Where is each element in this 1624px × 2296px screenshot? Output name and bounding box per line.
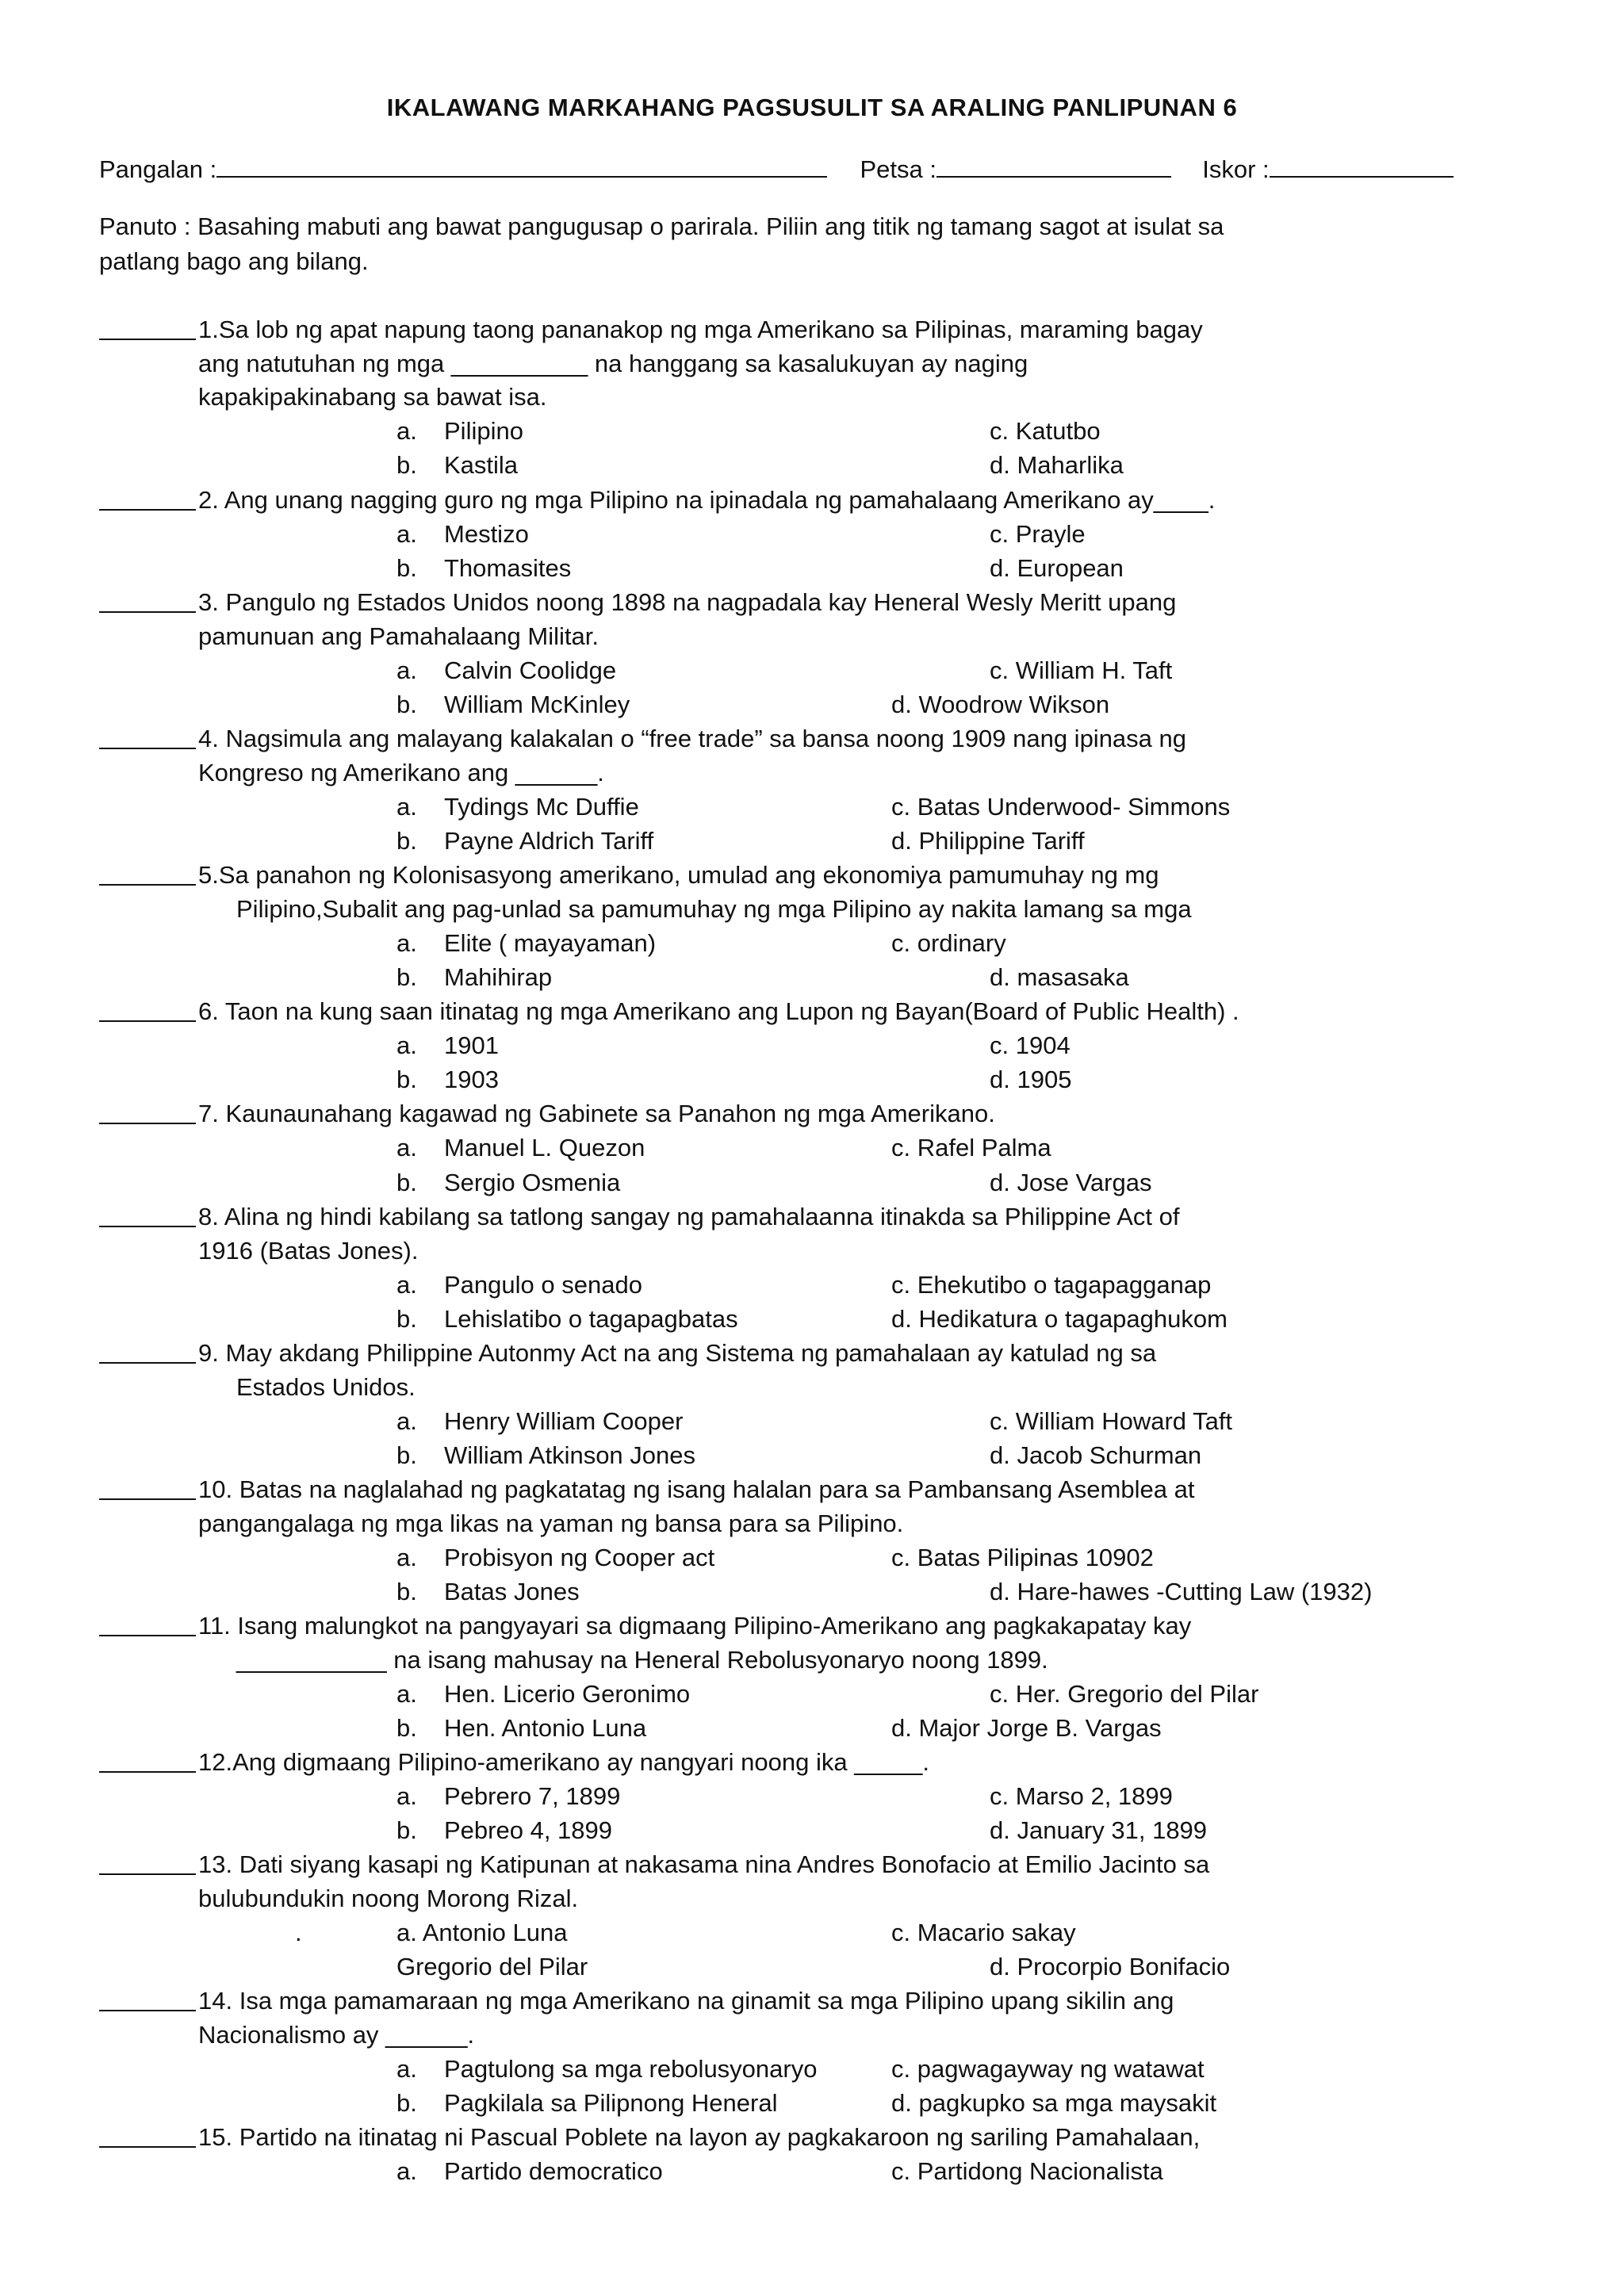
- option-b-text: 1903: [444, 1066, 499, 1093]
- question-text-line: 7. Kaunaunahang kagawad ng Gabinete sa Panahon ng mga Amerikano.: [198, 1100, 995, 1127]
- score-label: Iskor :: [1202, 155, 1270, 183]
- option-a-label: a.: [396, 2157, 417, 2185]
- question-text-line: 15. Partido na itinatag ni Pascual Poblete na layon ay pagkakaroon ng sariling Pamahalaan,: [198, 2123, 1201, 2151]
- option-b: [396, 2087, 777, 2120]
- option-a-label: a.: [396, 1031, 417, 1059]
- answer-blank[interactable]: [99, 587, 196, 613]
- instructions-line-2: patlang bago ang bilang.: [99, 247, 369, 275]
- name-label: Pangalan :: [99, 155, 217, 183]
- option-a-label: a.: [396, 1271, 417, 1299]
- answer-blank[interactable]: [99, 1850, 196, 1875]
- option-b-label: b.: [396, 1066, 417, 1093]
- question-text-line: 1.Sa lob ng apat napung taong pananakop ng mga Amerikano sa Pilipinas, maraming bagay: [198, 316, 1203, 343]
- answer-blank[interactable]: [99, 485, 196, 511]
- option-b-label: b.: [396, 1578, 417, 1605]
- option-b-text: William Atkinson Jones: [444, 1441, 696, 1469]
- question-text-line: pamunuan ang Pamahalaang Militar.: [198, 622, 599, 650]
- option-a: [396, 654, 616, 687]
- option-b-label: b.: [396, 691, 417, 718]
- option-c: c. Her. Gregorio del Pilar: [990, 1680, 1259, 1708]
- option-b-text: Lehislatibo o tagapagbatas: [444, 1305, 738, 1333]
- option-c: c. Batas Underwood- Simmons: [891, 793, 1231, 821]
- option-d: d. Hedikatura o tagapaghukom: [891, 1305, 1228, 1333]
- answer-blank[interactable]: [99, 1747, 196, 1773]
- option-b-text: Sergio Osmenia: [444, 1169, 621, 1196]
- option-b-text: Thomasites: [444, 554, 572, 582]
- option-d: d. Philippine Tariff: [891, 827, 1085, 855]
- option-c: c. 1904: [990, 1031, 1071, 1059]
- option-b-text: Pagkilala sa Pilipnong Heneral: [444, 2089, 778, 2117]
- option-b: [396, 1303, 738, 1336]
- option-b: [396, 1814, 612, 1847]
- option-b-label: b.: [396, 963, 417, 991]
- answer-blank[interactable]: [99, 1611, 196, 1636]
- option-d: d. Major Jorge B. Vargas: [891, 1714, 1162, 1742]
- name-field[interactable]: [216, 152, 827, 178]
- option-b: Gregorio del Pilar: [396, 1953, 588, 1980]
- option-b: [396, 1575, 580, 1609]
- option-a-text: Pagtulong sa mga rebolusyonaryo: [444, 2055, 818, 2083]
- question-text-line: 11. Isang malungkot na pangyayari sa digmaang Pilipino-Amerikano ang pagkakapatay kay: [198, 1612, 1192, 1640]
- option-c: c. ordinary: [891, 929, 1006, 957]
- question-text-line: 6. Taon na kung saan itinatag ng mga Amerikano ang Lupon ng Bayan(Board of Public Health) .: [198, 997, 1239, 1025]
- question-text-line: 3. Pangulo ng Estados Unidos noong 1898 na nagpadala kay Heneral Wesly Meritt upang: [198, 588, 1177, 616]
- option-a-text: Pangulo o senado: [444, 1271, 642, 1299]
- option-b: [396, 688, 630, 721]
- option-b-label: b.: [396, 2089, 417, 2117]
- answer-blank[interactable]: [99, 997, 196, 1022]
- option-d: d. 1905: [990, 1066, 1072, 1093]
- instructions-line-1: Panuto : Basahing mabuti ang bawat pangugusap o parirala. Piliin ang titik ng tamang sagot at isulat sa: [99, 212, 1224, 240]
- option-d: d. Maharlika: [990, 451, 1124, 479]
- question-text-line: 14. Isa mga pamamaraan ng mga Amerikano na ginamit sa mga Pilipino upang sikilin ang: [198, 1987, 1174, 2015]
- exam-title: IKALAWANG MARKAHANG PAGSUSULIT SA ARALING PANLIPUNAN 6: [386, 94, 1238, 121]
- option-d: d. Procorpio Bonifacio: [990, 1953, 1231, 1980]
- option-c: c. Ehekutibo o tagapagganap: [891, 1271, 1212, 1299]
- option-a: [396, 518, 529, 551]
- option-a-label: a.: [396, 1407, 417, 1435]
- option-d: d. Woodrow Wikson: [891, 691, 1110, 718]
- question-text-line: 8. Alina ng hindi kabilang sa tatlong sangay ng pamahalaanna itinakda sa Philippine Act of: [198, 1203, 1180, 1230]
- option-b-text: William McKinley: [444, 691, 630, 718]
- option-a-label: a.: [396, 520, 417, 548]
- option-a-text: Elite ( mayayaman): [444, 929, 657, 957]
- option-a-text: Pebrero 7, 1899: [444, 1782, 621, 1810]
- question-text-line: 10. Batas na naglalahad ng pagkatatag ng isang halalan para sa Pambansang Asemblea at: [198, 1475, 1195, 1503]
- question-text-line: 9. May akdang Philippine Autonmy Act na ang Sistema ng pamahalaan ay katulad ng sa: [198, 1339, 1157, 1367]
- option-a-label: a.: [396, 1134, 417, 1161]
- option-b: [396, 1166, 620, 1200]
- question-text-line: pangangalaga ng mga likas na yaman ng bansa para sa Pilipino.: [198, 1510, 904, 1537]
- answer-blank[interactable]: [99, 1986, 196, 2011]
- option-b-text: Hen. Antonio Luna: [444, 1714, 647, 1742]
- option-c: c. Partidong Nacionalista: [891, 2157, 1163, 2185]
- answer-blank[interactable]: [99, 315, 196, 340]
- option-a-label: a.: [396, 929, 417, 957]
- option-a-label: a.: [396, 2055, 417, 2083]
- question-text-line: Nacionalismo ay ______.: [198, 2021, 475, 2049]
- option-a: [396, 415, 523, 448]
- option-c: c. Batas Pilipinas 10902: [891, 1544, 1154, 1571]
- option-a-text: Manuel L. Quezon: [444, 1134, 645, 1161]
- answer-blank[interactable]: [99, 724, 196, 749]
- option-c: c. Prayle: [990, 520, 1086, 548]
- option-a-label: a.: [396, 417, 417, 445]
- question-text-line: 13. Dati siyang kasapi ng Katipunan at nakasama nina Andres Bonofacio at Emilio Jacinto sa: [198, 1850, 1210, 1878]
- option-a-text: Hen. Licerio Geronimo: [444, 1680, 691, 1708]
- option-b: [396, 1712, 646, 1745]
- option-c: c. Marso 2, 1899: [990, 1782, 1173, 1810]
- option-b-text: Batas Jones: [444, 1578, 580, 1605]
- question-text-line: Kongreso ng Amerikano ang ______.: [198, 759, 604, 786]
- option-b-label: b.: [396, 1305, 417, 1333]
- score-field[interactable]: [1270, 152, 1454, 178]
- option-c: c. William Howard Taft: [990, 1407, 1233, 1435]
- option-a-text: Mestizo: [444, 520, 529, 548]
- question-text-line: kapakipakinabang sa bawat isa.: [198, 383, 547, 411]
- option-d: d. pagkupko sa mga maysakit: [891, 2089, 1217, 2117]
- option-a: [396, 790, 639, 824]
- question-text-line: bulubundukin noong Morong Rizal.: [198, 1885, 579, 1912]
- question-text-line: 1916 (Batas Jones).: [198, 1237, 419, 1265]
- question-text-line: ___________ na isang mahusay na Heneral Rebolusyonaryo noong 1899.: [236, 1646, 1048, 1674]
- option-marker: .: [295, 1919, 302, 1946]
- option-a: [396, 1131, 645, 1165]
- option-a: [396, 1780, 620, 1813]
- option-a-label: a.: [396, 1782, 417, 1810]
- option-b-text: Payne Aldrich Tariff: [444, 827, 654, 855]
- option-a-text: 1901: [444, 1031, 499, 1059]
- option-a-text: Tydings Mc Duffie: [444, 793, 639, 821]
- question-text-line: 2. Ang unang nagging guro ng mga Pilipino na ipinadala ng pamahalaang Amerikano ay____.: [198, 486, 1216, 514]
- option-d: d. European: [990, 554, 1124, 582]
- option-d: d. masasaka: [990, 963, 1129, 991]
- option-a-text: Henry William Cooper: [444, 1407, 684, 1435]
- option-b: [396, 825, 653, 858]
- answer-blank[interactable]: [99, 2122, 196, 2148]
- option-a: [396, 927, 656, 960]
- option-a: [396, 1029, 499, 1062]
- answer-blank[interactable]: [99, 1475, 196, 1500]
- option-a-label: a.: [396, 793, 417, 821]
- option-b: [396, 449, 518, 482]
- answer-blank[interactable]: [99, 1202, 196, 1227]
- answer-blank[interactable]: [99, 1099, 196, 1124]
- option-b: [396, 1063, 499, 1096]
- option-c: c. Katutbo: [990, 417, 1101, 445]
- option-c: c. William H. Taft: [990, 656, 1173, 684]
- option-a: [396, 2053, 817, 2086]
- question-text-line: Pilipino,Subalit ang pag-unlad sa pamumuhay ng mga Pilipino ay nakita lamang sa mga: [236, 895, 1192, 923]
- option-b-label: b.: [396, 1816, 417, 1844]
- question-text-line: 12.Ang digmaang Pilipino-amerikano ay nangyari noong ika _____.: [198, 1748, 930, 1776]
- option-a-label: a.: [396, 1544, 417, 1571]
- answer-blank[interactable]: [99, 860, 196, 886]
- option-d: d. January 31, 1899: [990, 1816, 1208, 1844]
- option-a: [396, 1678, 690, 1711]
- option-a-text: Pilipino: [444, 417, 523, 445]
- option-a-label: a.: [396, 1680, 417, 1708]
- date-label: Petsa :: [860, 155, 936, 183]
- option-b-label: b.: [396, 554, 417, 582]
- header-line: [99, 152, 1454, 186]
- option-b-label: b.: [396, 1169, 417, 1196]
- option-c: c. Macario sakay: [891, 1919, 1076, 1946]
- option-b-label: b.: [396, 1714, 417, 1742]
- option-a-text: Partido democratico: [444, 2157, 663, 2185]
- option-b: [396, 961, 552, 994]
- option-a: a. Antonio Luna: [396, 1919, 568, 1946]
- option-b: [396, 1439, 695, 1472]
- question-text-line: 5.Sa panahon ng Kolonisasyong amerikano, umulad ang ekonomiya pamumuhay ng mg: [198, 861, 1159, 889]
- option-c: c. Rafel Palma: [891, 1134, 1051, 1161]
- option-d: d. Jose Vargas: [990, 1169, 1152, 1196]
- option-a: [396, 1405, 683, 1438]
- question-text-line: ang natutuhan ng mga __________ na hanggang sa kasalukuyan ay naging: [198, 350, 1028, 377]
- option-a: [396, 1541, 714, 1575]
- option-a-text: Probisyon ng Cooper act: [444, 1544, 715, 1571]
- option-b-label: b.: [396, 1441, 417, 1469]
- option-a: [396, 1269, 642, 1302]
- option-a: [396, 2155, 663, 2188]
- option-a-label: a.: [396, 656, 417, 684]
- option-b: [396, 552, 571, 585]
- question-text-line: Estados Unidos.: [236, 1373, 416, 1401]
- option-a-text: Calvin Coolidge: [444, 656, 617, 684]
- option-b-label: b.: [396, 827, 417, 855]
- option-b-text: Kastila: [444, 451, 519, 479]
- option-b-text: Mahihirap: [444, 963, 553, 991]
- answer-blank[interactable]: [99, 1338, 196, 1364]
- question-text-line: 4. Nagsimula ang malayang kalakalan o “free trade” sa bansa noong 1909 nang ipinasa ng: [198, 725, 1187, 752]
- date-field[interactable]: [936, 152, 1171, 178]
- option-b-text: Pebreo 4, 1899: [444, 1816, 613, 1844]
- option-d: d. Hare-hawes -Cutting Law (1932): [990, 1578, 1373, 1605]
- option-c: c. pagwagayway ng watawat: [891, 2055, 1205, 2083]
- option-b-label: b.: [396, 451, 417, 479]
- option-d: d. Jacob Schurman: [990, 1441, 1202, 1469]
